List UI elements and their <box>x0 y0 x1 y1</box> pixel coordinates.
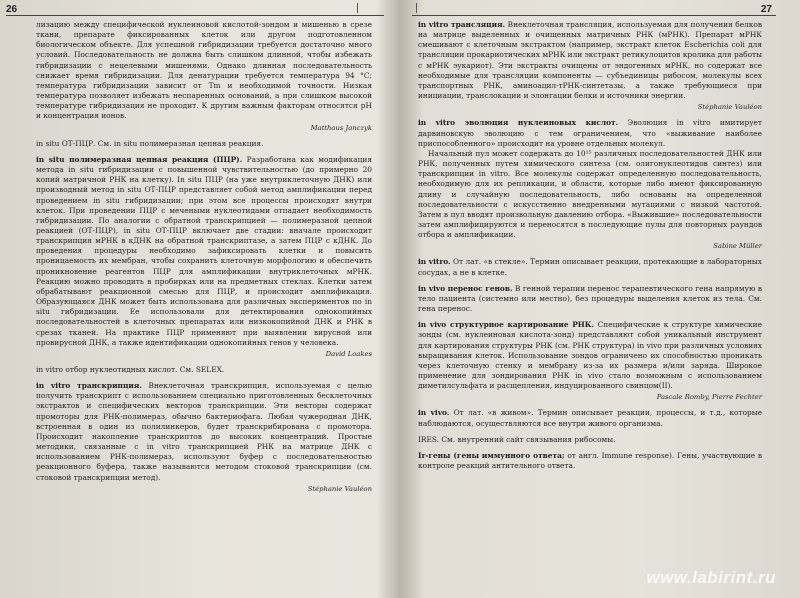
entry-author: Sabine Müller <box>713 242 762 251</box>
entry-headword: in vitro трансляция. <box>418 20 506 29</box>
entry-headword: in vivo. <box>418 408 450 418</box>
entry-headword: Ir-гены (гены иммунного ответа; <box>418 450 565 460</box>
entry-headword: in vivo перенос генов. <box>418 283 513 293</box>
page-number-left: 26 <box>6 4 18 15</box>
cross-reference <box>36 365 372 375</box>
cross-reference-text: IRES. См. внутренний сайт связывания рибосомы. <box>418 434 616 444</box>
entry-headword: in vivo структурное картирование РНК. <box>418 320 595 330</box>
entry-in-vitro-transcription <box>36 381 372 494</box>
entry-text: Эволюция in vitro имитирует дарвиновскую эволюцию с тем ограничением, что «выживание наиболее приспособленного» происходит на уровне отдельных молекул. <box>418 118 763 148</box>
entry-text: Внеклеточная трансляция, используемая для получения белков на матрице выделенных и очищенных матричных РНК (мРНК). Препарат мРНК смешивают с клеточным экстрактом (например, экстракт клеток Escherichia coli для трансляции прокариотических мРНК или экстракт ретикулоцитов кролика для работы с мРНК эукариот). Эти экстракты очищены от эндогенных мРНК, но содержат все необходимые для трансляции компоненты — субъединицы рибосом, молекулы всех транспортных РНК, аминоацил-тРНК-синтетазы, а также требующиеся при инициации, транслокации и элонгации белки и источники энергии. <box>418 20 762 101</box>
cross-reference <box>418 435 762 445</box>
entry-headword: in situ полимеразная цепная реакция (ПЦР). <box>36 154 243 164</box>
entry-headword: in vitro транскрипция. <box>36 381 142 391</box>
entry-text: от англ. Immune response). Гены, участвующие в контроле реакций антительного ответа. <box>418 450 763 471</box>
header-rule <box>6 15 384 16</box>
entry-author: Stéphanie Vauléon <box>697 103 762 112</box>
entry-in-vivo-rna-mapping <box>418 320 762 402</box>
entry-text: От лат. «в живом». Термин описывает реакции, процессы, и т.д., которые наблюдаются, осуществляются все внутри живого организма. <box>418 408 763 428</box>
entry-author: Stéphanie Vauléon <box>307 484 372 493</box>
entry-in-vitro-translation <box>418 20 762 112</box>
right-page <box>402 0 800 598</box>
left-column <box>36 20 372 500</box>
cross-reference <box>36 139 372 149</box>
watermark: www.labirint.ru <box>646 568 776 587</box>
entry-text: От лат. «в стекле». Термин описывает реакции, протекающие в лабораторных сосудах, а не в клетке. <box>418 257 762 277</box>
header-rule <box>412 15 776 16</box>
entry-text: В генной терапии перенос терапевтического гена напрямую в тело пациента (системно или местно), без процедуры выделения клеток из тела. См. гена перенос. <box>418 283 763 314</box>
page-number-right: 27 <box>760 4 772 15</box>
entry-in-situ-pcr <box>36 155 372 359</box>
left-page <box>0 0 398 598</box>
entry-in-vivo-gene-transfer <box>418 284 762 314</box>
entry-text: лизацию между специфической нуклеиновой кислотой-зондом и мишенью в срезе ткани, препарате фиксированных клеток или другом подготовленном биологическом объекте. Для успешной гибридизации требуется достаточно много условий. Последовательность не должна быть слишком длинной, чтобы избежать гибридизации с нецелевыми мишенями. Однако длинная последовательность снижает время гибридизации. Для денатурации требуется температура 94 °С; температура гибридизации зависит от Tm и необходимой точности. Низкая температура позволяет избежать неспаренных оснований, а при слишком высокой температуре гибридизация не проходит. К другим важным факторам относятся pH и концентрация ионов. <box>36 20 372 121</box>
cross-reference-text: in vitro отбор нуклеотидных кислот. См. SELEX. <box>36 365 225 374</box>
entry-text: Разработана как модификация метода in situ гибридизации с повышенной чувствительностью (до примерно 20 копий матричной РНК на клетку). In situ ПЦР (на уже внутриклеточную ДНК) или производный метод in situ ОТ-ПЦР представляет собой метод амплификации перед проведением in situ гибридизации; при этом все процессы происходят внутри клеток. При проведении ПЦР с мечеными нуклеотидами отпадает необходимость гибридизации. По аналогии с обратной транскрипцией — полимеразной цепной реакцией (ОТ-ПЦР), in situ ОТ-ПЦР включает две стадии: вначале происходит транскрипция мРНК в кДНК на обратной транскриптазе, а затем ПЦР с кДНК. До проведения процедуры необходимо зафиксировать клетки и повысить проницаемость их мембран, чтобы сохранить клеточную морфологию и обеспечить проникновение реагентов ПЦР для амплификации внутриклеточных мРНК. Реакцию можно проводить в пробирках или на предметных стеклах. Клетки затем обрабатывают реакционной смесью для ПЦР, и происходит амплификация. Образующаяся ДНК может быть использована для различных экспериментов по in situ гибридизации. Ее использовали для детектирования однокопийных последовательностей в клеточных препаратах или низкокопийной ДНК и РНК в срезах тканей. На практике ПЦР применяют при выявлении вирусной или провирусной ДНК, а также идентификации однокопийных генов у человека. <box>36 154 372 347</box>
entry-continuation <box>36 20 372 133</box>
entry-text: Внеклеточная транскрипция, используемая с целью получить транскрипт с использованием специально приготовленных бесклеточных экстрактов и специфических векторов транскрипции. Эти векторы содержат промоторы для РНК-полимераз, обычно бактериофага. Любая чужеродная ДНК, встроенная в один из полилинкеров, будет транскрибирована с промотора. Происходит накопление транскриптов до высоких концентраций. Простые методики, связанные с in vitro транскрипцией РНК на матрице ДНК с использованием РНК-полимераз, используют буфер с последовательностью реакционного буфера, также называются методом стоковой транскрипции (см. стоковой транскрипции метод). <box>36 381 372 482</box>
entry-in-vitro-evolution <box>418 118 762 251</box>
entry-text: Специфические к структуре химические зонды (см. нуклеиновая кислота-зонд) представляют собой уникальный инструмент для картирования структуры РНК (см. РНК структура) in vivo при различных условиях выращивания клеток. Использование зондов ограничено их способностью проникать через клеточную стенку и мембрану из-за их размера и/или заряда. Широкое применение для зондирования РНК in vivo стало возможным с использованием диметилсульфата и расщепления, индуцированного свинцом(II). <box>418 320 762 391</box>
cross-reference-text: in situ ОТ-ПЦР. См. in situ полимеразная цепная реакция. <box>36 138 264 148</box>
entry-text: Начальный пул может содержать до 10¹⁵ различных последовательностей ДНК или РНК, полученных путем химического синтеза (см. олигонуклеотидов синтез) или транскрипции in vitro. Все молекулы содержат определенную последовательность, необходимую для их репликации, и области, которые либо имеют фиксированную длину и случайную последовательность, либо основаны на определенной последовательности с искусственно внедренными мутациями с низкой частотой. Затем в пул вводят произвольную давлению отбора. «Выжившие» последовательности затем амплифицируются и переносятся в последующие пулы для повторных раундов отбора и амплификации. <box>418 148 762 240</box>
entry-author: Pascale Romby, Pierre Fechter <box>656 393 762 402</box>
entry-headword: in vitro эволюция нуклеиновых кислот. <box>418 118 619 128</box>
header-tick <box>357 3 358 13</box>
entry-author: David Loakes <box>325 349 372 358</box>
header-tick <box>416 3 417 13</box>
right-column <box>418 20 762 477</box>
entry-ir-genes <box>418 451 762 471</box>
entry-author: Matthaus Janczyk <box>310 123 372 132</box>
entry-in-vivo <box>418 408 762 428</box>
entry-headword: in vitro. <box>418 257 451 267</box>
entry-in-vitro <box>418 257 762 277</box>
